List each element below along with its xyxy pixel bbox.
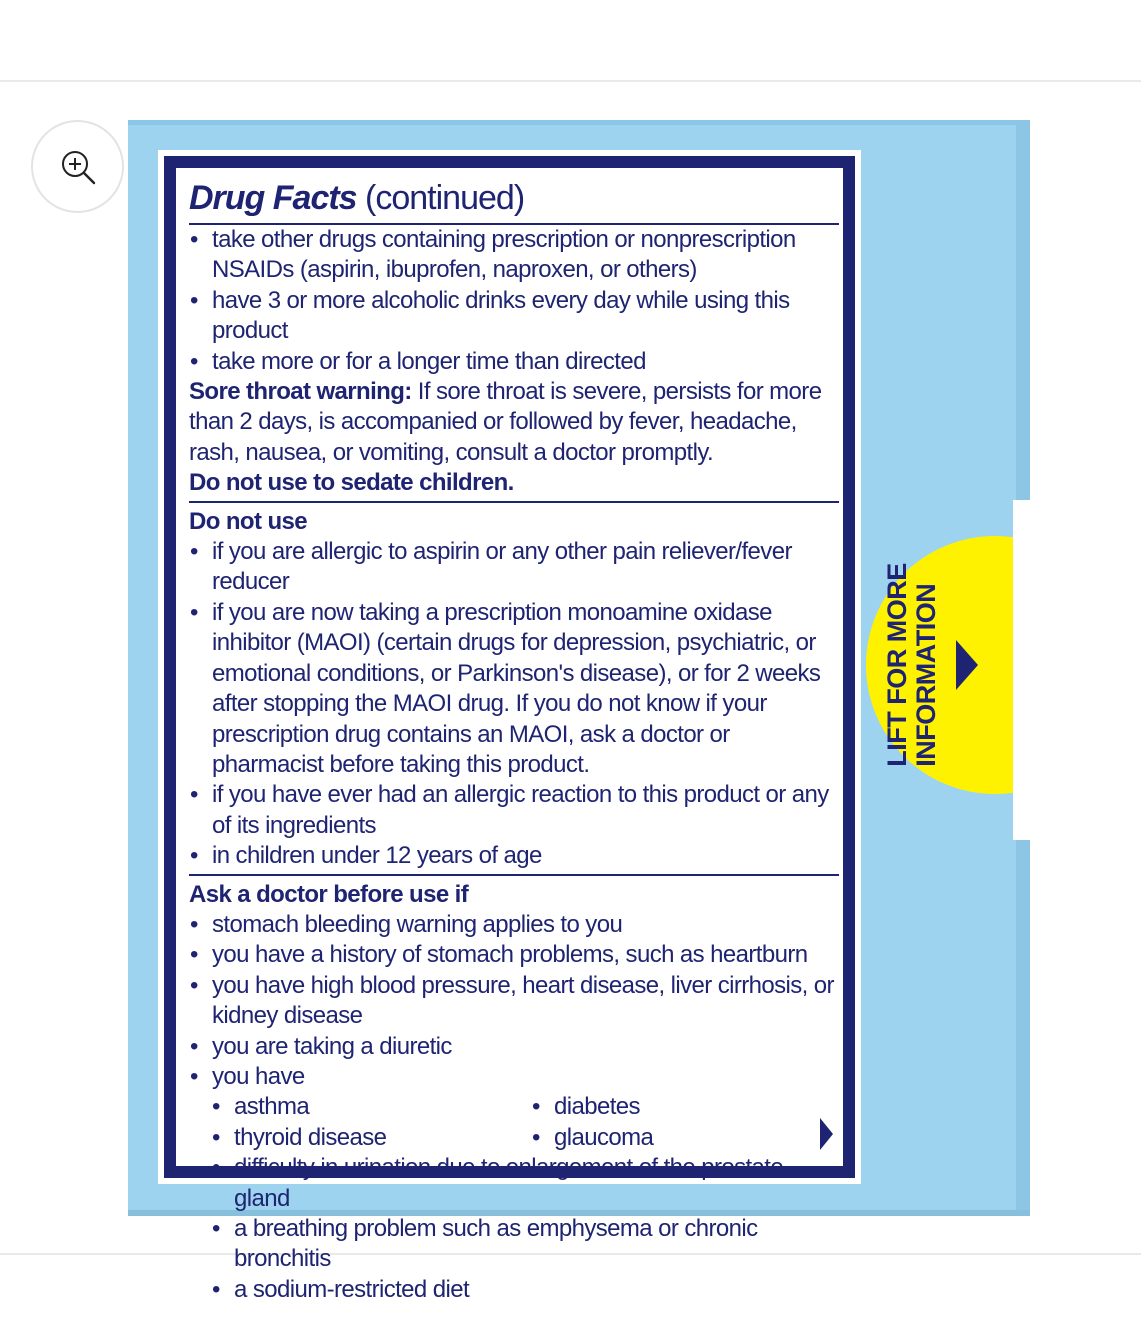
list-item: • you are taking a diuretic (189, 1032, 839, 1062)
conditions-right (509, 1092, 829, 1153)
ask-doctor-list (189, 910, 839, 1092)
list-item: • stomach bleeding warning applies to you (189, 910, 839, 940)
list-item: • in children under 12 years of age (189, 841, 839, 871)
list-item: • thyroid disease (189, 1123, 509, 1153)
drug-facts-title-bold: Drug Facts (189, 179, 357, 217)
zoom-button[interactable] (31, 120, 124, 213)
lift-badge-label (883, 563, 941, 766)
top-divider (0, 80, 1141, 82)
list-item: • you have a history of stomach problems, such as heartburn (189, 940, 839, 970)
sedate-warning: Do not use to sedate children. (189, 469, 514, 497)
list-item: • take other drugs containing prescription or nonprescription NSAIDs (aspirin, ibuprofen, naproxen, or others) (189, 225, 839, 286)
warnings-continued-section (189, 225, 839, 503)
list-item: • diabetes (509, 1092, 829, 1122)
list-item: • if you have ever had an allergic reaction to this product or any of its ingredients (189, 780, 839, 841)
drug-facts-content (189, 176, 839, 1311)
do-not-use-list (189, 537, 839, 871)
conditions-full (189, 1153, 839, 1305)
list-item: • if you are now taking a prescription monoamine oxidase inhibitor (MAOI) (certain drugs for depression, psychiatric, or emotional conditions, or Parkinson's disease), or for 2 weeks after stopping the MAOI drug. If you do not know if your prescription drug contains an MAOI, ask a doctor or pharmacist before taking this product. (189, 598, 839, 780)
box-edge-top (128, 120, 1030, 125)
drug-facts-border (164, 156, 855, 1303)
list-item: • if you are allergic to aspirin or any other pain reliever/fever reducer (189, 537, 839, 598)
triangle-right-icon (956, 640, 978, 690)
drug-facts-title-rest: (continued) (356, 179, 525, 217)
list-item: • take more or for a longer time than directed (189, 347, 839, 377)
do-not-use-heading: Do not use (189, 507, 307, 535)
ask-doctor-section (189, 880, 839, 1308)
list-item: • you have (189, 1062, 839, 1092)
list-item: • asthma (189, 1092, 509, 1122)
list-item: • a sodium-restricted diet (189, 1275, 839, 1305)
list-item: • difficulty in urination due to enlargement of the prostate gland (189, 1153, 839, 1214)
lift-badge-line1: LIFT FOR MORE (882, 563, 912, 767)
warnings-list (189, 225, 839, 377)
conditions-two-column (189, 1092, 839, 1153)
do-not-use-section (189, 507, 839, 876)
page-background-right (1013, 500, 1141, 840)
zoom-in-icon (58, 147, 98, 187)
sore-throat-text: If sore throat is severe, persists for more than 2 days, is accompanied or followed by fever, headache, rash, nausea, or vomiting, consult a doctor promptly. (189, 378, 822, 466)
triangle-right-icon (820, 1118, 833, 1150)
list-item: • have 3 or more alcoholic drinks every day while using this product (189, 286, 839, 347)
conditions-left (189, 1092, 509, 1153)
list-item: • you have high blood pressure, heart disease, liver cirrhosis, or kidney disease (189, 971, 839, 1032)
lift-badge-line2: INFORMATION (911, 583, 941, 767)
drug-facts-panel (158, 150, 861, 1303)
list-item: • glaucoma (509, 1123, 829, 1153)
list-item: • a breathing problem such as emphysema or chronic bronchitis (189, 1214, 839, 1275)
sore-throat-warning (189, 377, 839, 468)
ask-doctor-heading: Ask a doctor before use if (189, 880, 469, 908)
drug-facts-title (189, 176, 839, 225)
sore-throat-label: Sore throat warning: (189, 378, 412, 406)
